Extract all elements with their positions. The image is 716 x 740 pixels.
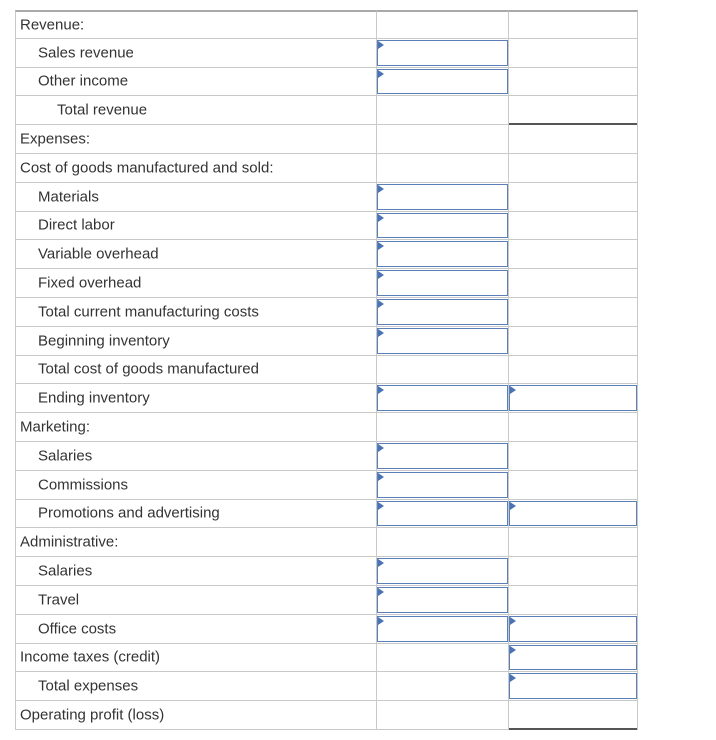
amount-column-a-cell [377, 586, 509, 615]
amount-column-a-input[interactable] [377, 270, 508, 296]
row-label: Income taxes (credit) [20, 648, 161, 666]
row-label: Travel [38, 591, 80, 609]
amount-column-b-cell [509, 384, 638, 413]
statement-row-other-income [15, 68, 638, 97]
statement-row-marketing [15, 413, 638, 442]
amount-column-a-input[interactable] [377, 616, 508, 642]
row-label: Office costs [38, 620, 117, 638]
amount-column-a-input[interactable] [377, 558, 508, 584]
row-label: Operating profit (loss) [20, 706, 165, 724]
amount-column-a-cell [377, 269, 509, 298]
statement-row-office-costs [15, 615, 638, 644]
amount-column-a-cell [377, 413, 509, 442]
amount-column-b-input[interactable] [509, 385, 637, 411]
row-label-cell [15, 442, 377, 471]
row-label: Salaries [38, 447, 93, 465]
statement-row-promotions-and-advertising [15, 500, 638, 529]
statement-row-expenses [15, 125, 638, 154]
amount-column-b-cell [509, 212, 638, 241]
amount-column-b-input[interactable] [509, 501, 637, 527]
amount-column-a-input[interactable] [377, 328, 508, 354]
amount-column-a-cell [377, 356, 509, 385]
row-label-cell [15, 528, 377, 557]
amount-column-b-cell [509, 442, 638, 471]
amount-column-b-cell [509, 557, 638, 586]
row-label: Ending inventory [38, 389, 150, 407]
amount-column-b-cell [509, 154, 638, 183]
amount-column-b-cell [509, 240, 638, 269]
row-label-cell [15, 471, 377, 500]
statement-row-total-revenue [15, 96, 638, 125]
row-label: Marketing: [20, 418, 91, 436]
statement-row-travel [15, 586, 638, 615]
amount-column-a-cell [377, 240, 509, 269]
statement-row-administrative [15, 528, 638, 557]
amount-column-a-cell [377, 298, 509, 327]
amount-column-b-cell [509, 615, 638, 644]
amount-column-b-cell [509, 269, 638, 298]
amount-column-b-cell [509, 672, 638, 701]
amount-column-a-cell [377, 68, 509, 97]
row-label: Total expenses [38, 677, 139, 695]
row-label: Total cost of goods manufactured [38, 360, 259, 378]
row-label-cell [15, 212, 377, 241]
row-label-cell [15, 240, 377, 269]
amount-column-b-cell [509, 96, 638, 125]
row-label-cell [15, 39, 377, 68]
row-label: Total revenue [57, 101, 148, 119]
row-label-cell [15, 701, 377, 730]
row-label-cell [15, 96, 377, 125]
row-label: Revenue: [20, 16, 85, 34]
statement-row-direct-labor [15, 212, 638, 241]
row-label: Cost of goods manufactured and sold: [20, 159, 274, 177]
amount-column-b-cell [509, 125, 638, 154]
amount-column-a-cell [377, 471, 509, 500]
statement-row-materials [15, 183, 638, 212]
amount-column-a-cell [377, 701, 509, 730]
row-label-cell [15, 10, 377, 39]
amount-column-a-input[interactable] [377, 501, 508, 527]
statement-row-income-taxes-credit [15, 644, 638, 673]
statement-row-fixed-overhead [15, 269, 638, 298]
income-statement-table [15, 10, 638, 730]
row-label: Total current manufacturing costs [38, 303, 259, 321]
amount-column-a-cell [377, 327, 509, 356]
amount-column-a-cell [377, 528, 509, 557]
statement-row-variable-overhead [15, 240, 638, 269]
row-label-cell [15, 644, 377, 673]
amount-column-a-cell [377, 39, 509, 68]
statement-row-salaries [15, 442, 638, 471]
amount-column-b-cell [509, 413, 638, 442]
statement-row-operating-profit-loss [15, 701, 638, 730]
statement-row-commissions [15, 471, 638, 500]
amount-column-a-input[interactable] [377, 213, 508, 239]
amount-column-a-cell [377, 672, 509, 701]
row-label: Administrative: [20, 533, 119, 551]
amount-column-a-input[interactable] [377, 40, 508, 66]
statement-row-total-current-manufacturing-costs [15, 298, 638, 327]
amount-column-b-cell [509, 356, 638, 385]
amount-column-a-cell [377, 442, 509, 471]
amount-column-a-input[interactable] [377, 241, 508, 267]
amount-column-a-cell [377, 10, 509, 39]
statement-row-ending-inventory [15, 384, 638, 413]
amount-column-b-cell [509, 471, 638, 500]
amount-column-a-input[interactable] [377, 385, 508, 411]
statement-row-sales-revenue [15, 39, 638, 68]
amount-column-a-cell [377, 500, 509, 529]
row-label-cell [15, 68, 377, 97]
row-label: Beginning inventory [38, 332, 170, 350]
amount-column-a-cell [377, 557, 509, 586]
amount-column-b-cell [509, 68, 638, 97]
row-label: Salaries [38, 562, 93, 580]
amount-column-a-input[interactable] [377, 443, 508, 469]
amount-column-b-cell [509, 644, 638, 673]
row-label-cell [15, 586, 377, 615]
amount-column-b-cell [509, 586, 638, 615]
amount-column-a-cell [377, 96, 509, 125]
statement-row-beginning-inventory [15, 327, 638, 356]
row-label-cell [15, 269, 377, 298]
row-label: Direct labor [38, 216, 115, 234]
amount-column-a-input[interactable] [377, 184, 508, 210]
amount-column-a-input[interactable] [377, 69, 508, 95]
row-label: Fixed overhead [38, 274, 142, 292]
row-label-cell [15, 183, 377, 212]
amount-column-b-cell [509, 10, 638, 39]
amount-column-a-input[interactable] [377, 299, 508, 325]
amount-column-a-cell [377, 154, 509, 183]
row-label: Expenses: [20, 130, 91, 148]
row-label: Variable overhead [38, 245, 159, 263]
row-label-cell [15, 356, 377, 385]
statement-row-total-cost-of-goods-manufactured [15, 356, 638, 385]
amount-column-b-cell [509, 298, 638, 327]
amount-column-b-cell [509, 701, 638, 730]
amount-column-b-cell [509, 183, 638, 212]
amount-column-a-cell [377, 212, 509, 241]
row-label-cell [15, 125, 377, 154]
amount-column-b-input[interactable] [509, 645, 637, 671]
amount-column-a-cell [377, 125, 509, 154]
row-label: Promotions and advertising [38, 504, 220, 522]
amount-column-a-cell [377, 644, 509, 673]
amount-column-a-cell [377, 384, 509, 413]
row-label-cell [15, 615, 377, 644]
amount-column-b-cell [509, 327, 638, 356]
row-label-cell [15, 384, 377, 413]
row-label-cell [15, 500, 377, 529]
amount-column-b-input[interactable] [509, 616, 637, 642]
amount-column-b-cell [509, 528, 638, 557]
statement-row-total-expenses [15, 672, 638, 701]
amount-column-b-input[interactable] [509, 673, 637, 699]
row-label-cell [15, 298, 377, 327]
amount-column-b-cell [509, 500, 638, 529]
row-label-cell [15, 413, 377, 442]
total-underline [509, 728, 637, 730]
statement-row-salaries [15, 557, 638, 586]
amount-column-b-cell [509, 39, 638, 68]
amount-column-a-input[interactable] [377, 587, 508, 613]
row-label-cell [15, 154, 377, 183]
row-label: Sales revenue [38, 44, 134, 62]
statement-row-revenue [15, 10, 638, 39]
row-label: Other income [38, 72, 129, 90]
row-label: Commissions [38, 476, 129, 494]
row-label-cell [15, 327, 377, 356]
row-label: Materials [38, 188, 99, 206]
row-label-cell [15, 557, 377, 586]
row-label-cell [15, 672, 377, 701]
amount-column-a-cell [377, 615, 509, 644]
amount-column-a-input[interactable] [377, 472, 508, 498]
statement-row-cost-of-goods-manufactured-and-sold [15, 154, 638, 183]
amount-column-a-cell [377, 183, 509, 212]
